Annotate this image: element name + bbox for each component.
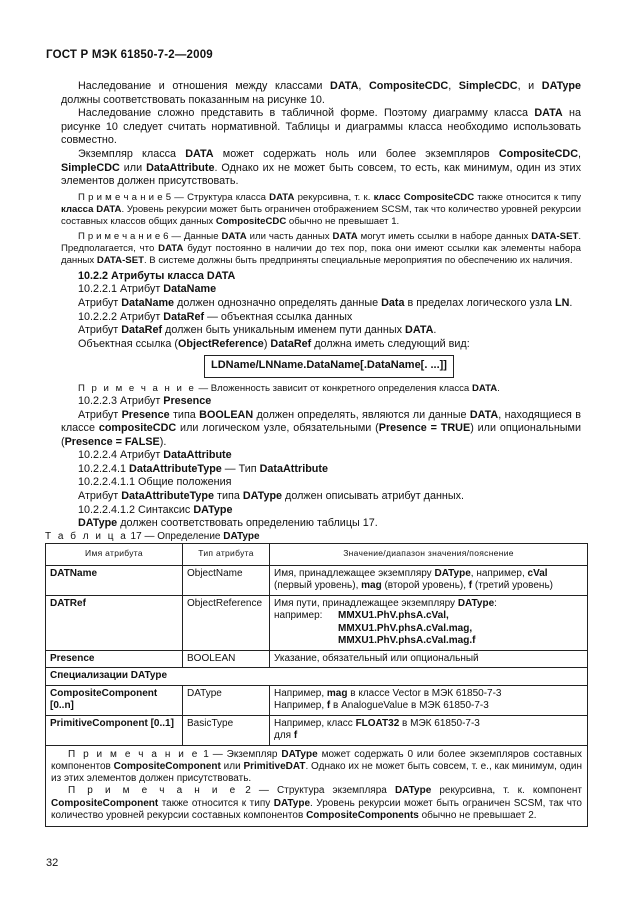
cell-type: BasicType — [183, 715, 270, 745]
cell-type: BOOLEAN — [183, 650, 270, 668]
cell-name: CompositeComponent [0..n] — [46, 685, 183, 715]
paragraph: Наследование сложно представить в табличной форме. Поэтому диаграмму класса DATA на рисунке 10 следует считать нормативной. Таблицы и диаграммы класса необходимо использовать совместно. — [61, 107, 581, 147]
paragraph: DAType должен соответствовать определению таблицы 17. — [78, 517, 378, 530]
subsection-heading: 10.2.2.4.1.2 Синтаксис DAType — [78, 503, 233, 516]
paragraph: Объектная ссылка (ObjectReference) DataRef должна иметь следующий вид: — [78, 337, 470, 350]
paragraph: Атрибут DataRef должен быть уникальным именем пути данных DATA. — [78, 324, 437, 337]
cell-value: Например, класс FLOAT32 в МЭК 61850-7-3 для f — [270, 715, 588, 745]
header-attribute-name: Имя атрибута — [46, 544, 183, 566]
table-caption: Т а б л и ц а 17 — Определение DAType — [45, 531, 260, 542]
page-header: ГОСТ Р МЭК 61850-7-2—2009 — [46, 49, 213, 61]
table-note-1: П р и м е ч а н и е 1 — Экземпляр DAType может содержать 0 или более экземпляров составных компонентов CompositeComponent или PrimitiveDAT. Однако их не может быть совсем, т. е., как минимум, один из этих элементов должен присутствовать. — [51, 748, 582, 785]
table-row — [46, 715, 588, 745]
main-text — [61, 80, 581, 531]
cell-name: DATName — [46, 565, 183, 595]
cell-specializations: Специализации DAType — [46, 668, 588, 686]
header-value: Значение/диапазон значения/пояснение — [270, 544, 588, 566]
subsection-heading: 10.2.2.4 Атрибут DataAttribute — [78, 449, 232, 462]
cell-value: Имя пути, принадлежащее экземпляру DAType: например: MMXU1.PhV.phsA.cVal, MMXU1.PhV.phsA.cVal.mag, MMXU1.PhV.phsA.cVal.mag.f — [270, 595, 588, 650]
table-note-2: П р и м е ч а н и е 2 — Структура экземпляра DAType рекурсивна, т. к. компонент CompositeComponent также относится к типу DAType. Уровень рекурсии может быть ограничен SCSM, так что количество уровней рекурсии составных компонентов CompositeComponents обычно не превышает 2. — [51, 785, 582, 821]
datype-table — [45, 543, 588, 827]
table-row — [46, 668, 588, 686]
table-row — [46, 595, 588, 650]
subsection-heading: 10.2.2.1 Атрибут DataName — [78, 283, 217, 296]
page-number: 32 — [46, 857, 59, 869]
paragraph: Наследование и отношения между классами DATA, CompositeCDC, SimpleCDC, и DAType должны соответствовать показанным на рисунке 10. — [61, 80, 581, 106]
table-notes — [46, 745, 588, 827]
cell-name: PrimitiveComponent [0..1] — [46, 715, 183, 745]
table-row — [46, 685, 588, 715]
subsection-heading: 10.2.2.2 Атрибут DataRef — объектная ссылка данных — [78, 310, 353, 323]
note-nesting: П р и м е ч а н и е — Вложенность зависит от конкретного определения класса DATA. — [78, 382, 500, 394]
cell-type: DAType — [183, 685, 270, 715]
cell-name: Presence — [46, 650, 183, 668]
cell-name: DATRef — [46, 595, 183, 650]
cell-value: Указание, обязательный или опциональный — [270, 650, 588, 668]
paragraph: Атрибут Presence типа BOOLEAN должен определять, являются ли данные DATA, находящиеся в классе compositeCDC или логическом узле, обязательными (Presence = TRUE) или опциональными (Presence = FALSE). — [61, 408, 581, 448]
table-header-row — [46, 544, 588, 566]
table-notes-row — [46, 745, 588, 827]
reference-format-box: LDName/LNName.DataName[.DataName[. ...]] — [204, 355, 454, 378]
cell-value: Имя, принадлежащее экземпляру DAType, например, cVal (первый уровень), mag (второй уровень), f (третий уровень) — [270, 565, 588, 595]
subsection-heading: 10.2.2.4.1 DataAttributeType — Тип DataAttribute — [78, 462, 328, 475]
note-6: П р и м е ч а н и е 6 — Данные DATA или часть данных DATA могут иметь ссылки в наборе данных DATA-SET. Предполагается, что DATA будут постоянно в наличии до тех пор, пока они имеют ссылки как элементы набора данных DATA-SET. В системе должны быть предприняты специальные мероприятия по обеспечению их наличия. — [61, 230, 582, 266]
subsection-heading: 10.2.2.4.1.1 Общие положения — [78, 476, 232, 489]
subsection-heading: 10.2.2.3 Атрибут Presence — [78, 394, 212, 407]
header-attribute-type: Тип атрибута — [183, 544, 270, 566]
section-heading: 10.2.2 Атрибуты класса DATA — [78, 269, 236, 282]
note-5: П р и м е ч а н и е 5 — Структура класса DATA рекурсивна, т. к. класс CompositeCDC также относится к типу класса DATA. Уровень рекурсии может быть ограничен отображением SCSM, так что количество уровней рекурсии составных классов общих данных CompositeCDC обычно не превышает 1. — [61, 191, 582, 227]
table-row — [46, 565, 588, 595]
cell-type: ObjectReference — [183, 595, 270, 650]
paragraph: Экземпляр класса DATA может содержать ноль или более экземпляров CompositeCDC, SimpleCDC или DataAttribute. Однако их не может быть совсем, то есть, как минимум, один из этих элементов должен присутствовать. — [61, 147, 582, 188]
table-row — [46, 650, 588, 668]
paragraph: Атрибут DataName должен однозначно определять данные Data в пределах логического узла LN. — [78, 296, 573, 309]
paragraph: Атрибут DataAttributeType типа DAType должен описывать атрибут данных. — [78, 490, 465, 503]
cell-value: Например, mag в классе Vector в МЭК 61850-7-3 Например, f в AnalogueValue в МЭК 61850-7-3 — [270, 685, 588, 715]
cell-type: ObjectName — [183, 565, 270, 595]
